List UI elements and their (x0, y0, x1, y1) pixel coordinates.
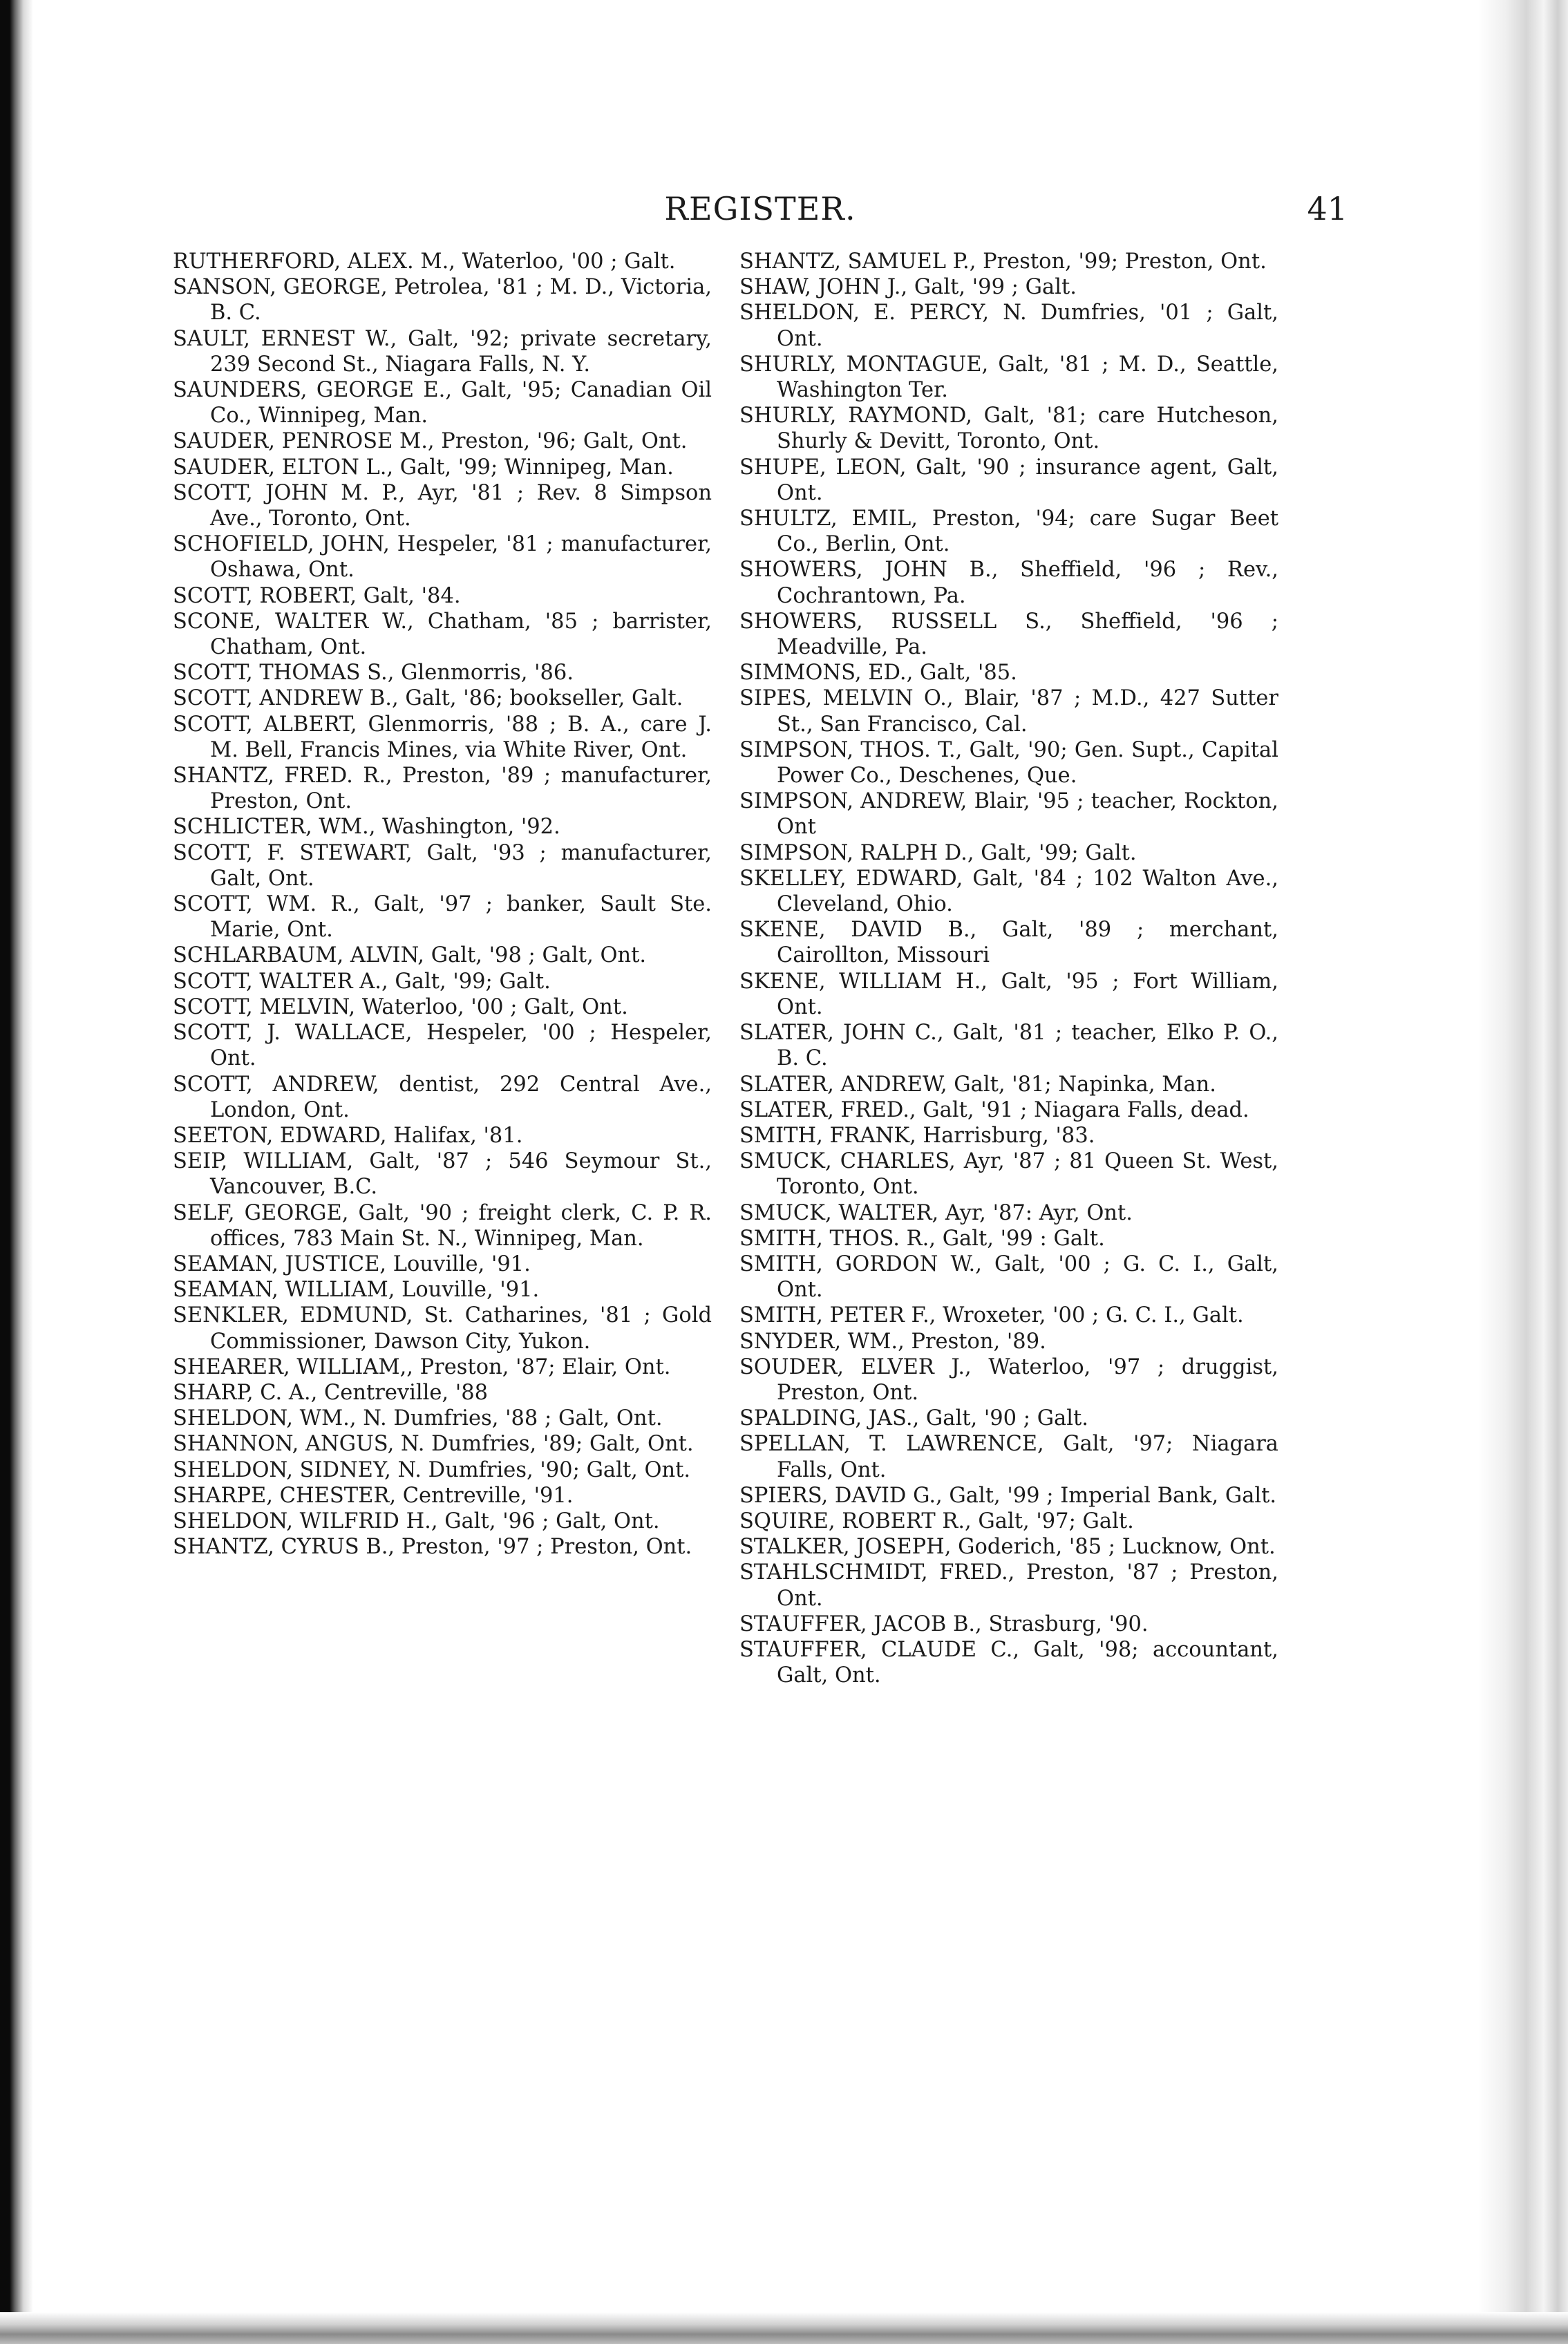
register-entry: RUTHERFORD, ALEX. M., Waterloo, '00 ; Galt. (173, 249, 676, 274)
register-entry: SPALDING, JAS., Galt, '90 ; Galt. (739, 1406, 1088, 1431)
register-entry: SCHLICTER, WM., Washington, '92. (173, 815, 560, 840)
register-entry: SIPES, MELVIN O., Blair, '87 ; M.D., 427 Sutter St., San Francisco, Cal. (739, 686, 1278, 737)
register-entry: SHEARER, WILLIAM,, Preston, '87; Elair, Ont. (173, 1354, 671, 1379)
register-entry: SHOWERS, JOHN B., Sheffield, '96 ; Rev., Cochrantown, Pa. (739, 558, 1278, 608)
register-entry: SCOTT, JOHN M. P., Ayr, '81 ; Rev. 8 Simpson Ave., Toronto, Ont. (173, 480, 712, 531)
register-entry: SKENE, WILLIAM H., Galt, '95 ; Fort William, Ont. (739, 969, 1278, 1019)
register-entry: SMITH, GORDON W., Galt, '00 ; G. C. I., Galt, Ont. (739, 1251, 1278, 1303)
register-page (173, 187, 1348, 2163)
register-entry: SCOTT, J. WALLACE, Hespeler, '00 ; Hespeler, Ont. (173, 1021, 712, 1071)
register-entry: STAUFFER, JACOB B., Strasburg, '90. (739, 1612, 1149, 1636)
register-entry: SHURLY, MONTAGUE, Galt, '81 ; M. D., Seattle, Washington Ter. (739, 352, 1278, 403)
register-entry: SMITH, THOS. R., Galt, '99 : Galt. (739, 1226, 1105, 1251)
register-entry: SEAMAN, WILLIAM, Louville, '91. (173, 1278, 540, 1303)
register-entry: SIMPSON, ANDREW, Blair, '95 ; teacher, Rockton, Ont (739, 789, 1278, 840)
register-entry: STALKER, JOSEPH, Goderich, '85 ; Lucknow, Ont. (739, 1535, 1276, 1560)
register-entry: SKELLEY, EDWARD, Galt, '84 ; 102 Walton Ave., Cleveland, Ohio. (739, 866, 1278, 917)
register-entry: SAULT, ERNEST W., Galt, '92; private secretary, 239 Second St., Niagara Falls, N. Y. (173, 326, 712, 377)
register-entry: SELF, GEORGE, Galt, '90 ; freight clerk, C. P. R. offices, 783 Main St. N., Winnipeg, Man. (173, 1200, 712, 1251)
register-entry: STAHLSCHMIDT, FRED., Preston, '87 ; Preston, Ont. (739, 1560, 1278, 1611)
register-entry: SMUCK, CHARLES, Ayr, '87 ; 81 Queen St. West, Toronto, Ont. (739, 1149, 1278, 1200)
register-entry: SIMMONS, ED., Galt, '85. (739, 661, 1017, 686)
register-entry: SHURLY, RAYMOND, Galt, '81; care Hutcheson, Shurly & Devitt, Toronto, Ont. (739, 404, 1278, 454)
register-entry: SCOTT, ANDREW B., Galt, '86; bookseller, Galt. (173, 686, 683, 711)
register-entry: SCOTT, THOMAS S., Glenmorris, '86. (173, 661, 574, 686)
register-entry: SCOTT, ALBERT, Glenmorris, '88 ; B. A., care J. M. Bell, Francis Mines, via White River, Ont. (173, 712, 712, 762)
register-entry: SPIERS, DAVID G., Galt, '99 ; Imperial Bank, Galt. (739, 1483, 1277, 1508)
register-entry: SIMPSON, THOS. T., Galt, '90; Gen. Supt., Capital Power Co., Deschenes, Que. (739, 737, 1278, 788)
running-head: REGISTER. (664, 190, 856, 227)
left-column (173, 249, 712, 1560)
register-entry: SHELDON, SIDNEY, N. Dumfries, '90; Galt, Ont. (173, 1457, 691, 1482)
register-entry: SHELDON, E. PERCY, N. Dumfries, '01 ; Galt, Ont. (739, 301, 1278, 351)
register-entry: SHOWERS, RUSSELL S., Sheffield, '96 ; Meadville, Pa. (739, 609, 1278, 660)
register-entry: SHAW, JOHN J., Galt, '99 ; Galt. (739, 275, 1077, 300)
register-entry: SHELDON, WILFRID H., Galt, '96 ; Galt, Ont. (173, 1509, 660, 1533)
register-entry: SCOTT, ROBERT, Galt, '84. (173, 583, 461, 608)
register-entry: SHULTZ, EMIL, Preston, '94; care Sugar Beet Co., Berlin, Ont. (739, 507, 1278, 557)
register-entry: SANSON, GEORGE, Petrolea, '81 ; M. D., Victoria, B. C. (173, 275, 712, 325)
page-header (173, 187, 1348, 242)
scan-border-right (1478, 0, 1568, 2344)
register-entry: SMUCK, WALTER, Ayr, '87: Ayr, Ont. (739, 1200, 1133, 1225)
register-entry: SIMPSON, RALPH D., Galt, '99; Galt. (739, 840, 1137, 865)
register-entry: SHANTZ, SAMUEL P., Preston, '99; Preston, Ont. (739, 249, 1267, 274)
register-entry: SAUNDERS, GEORGE E., Galt, '95; Canadian Oil Co., Winnipeg, Man. (173, 378, 712, 428)
register-entry: SAUDER, ELTON L., Galt, '99; Winnipeg, Man. (173, 455, 674, 480)
register-entry: SEETON, EDWARD, Halifax, '81. (173, 1123, 523, 1148)
register-entry: SCHLARBAUM, ALVIN, Galt, '98 ; Galt, Ont. (173, 943, 647, 968)
register-entry: SHANNON, ANGUS, N. Dumfries, '89; Galt, Ont. (173, 1432, 694, 1457)
scan-border-left (0, 0, 33, 2344)
register-entry: SLATER, JOHN C., Galt, '81 ; teacher, Elko P. O., B. C. (739, 1021, 1278, 1071)
register-entry: SNYDER, WM., Preston, '89. (739, 1329, 1046, 1354)
register-entry: SLATER, ANDREW, Galt, '81; Napinka, Man. (739, 1072, 1216, 1097)
register-entry: SHARPE, CHESTER, Centreville, '91. (173, 1483, 574, 1508)
register-entry: SCOTT, ANDREW, dentist, 292 Central Ave., London, Ont. (173, 1072, 712, 1122)
register-entry: SCOTT, F. STEWART, Galt, '93 ; manufacturer, Galt, Ont. (173, 840, 712, 891)
register-entry: SCOTT, WALTER A., Galt, '99; Galt. (173, 969, 551, 994)
register-entry: SHUPE, LEON, Galt, '90 ; insurance agent, Galt, Ont. (739, 455, 1278, 505)
register-entry: SHANTZ, CYRUS B., Preston, '97 ; Preston, Ont. (173, 1535, 692, 1560)
register-entry: SAUDER, PENROSE M., Preston, '96; Galt, Ont. (173, 429, 688, 454)
right-column (739, 249, 1278, 1688)
register-entry: STAUFFER, CLAUDE C., Galt, '98; accountant, Galt, Ont. (739, 1637, 1278, 1688)
register-entry: SEAMAN, JUSTICE, Louville, '91. (173, 1251, 531, 1276)
register-entry: SCOTT, MELVIN, Waterloo, '00 ; Galt, Ont. (173, 994, 628, 1019)
register-entry: SHANTZ, FRED. R., Preston, '89 ; manufacturer, Preston, Ont. (173, 764, 712, 814)
register-entry: SCHOFIELD, JOHN, Hespeler, '81 ; manufacturer, Oshawa, Ont. (173, 532, 712, 583)
register-entry: SKENE, DAVID B., Galt, '89 ; merchant, Cairollton, Missouri (739, 918, 1278, 968)
register-entry: SPELLAN, T. LAWRENCE, Galt, '97; Niagara Falls, Ont. (739, 1432, 1278, 1482)
register-entry: SLATER, FRED., Galt, '91 ; Niagara Falls, dead. (739, 1097, 1249, 1122)
scan-border-bottom (0, 2312, 1568, 2344)
register-entry: SENKLER, EDMUND, St. Catharines, '81 ; Gold Commissioner, Dawson City, Yukon. (173, 1303, 712, 1354)
register-entry: SEIP, WILLIAM, Galt, '87 ; 546 Seymour St., Vancouver, B.C. (173, 1149, 712, 1200)
register-entry: SQUIRE, ROBERT R., Galt, '97; Galt. (739, 1509, 1134, 1533)
register-entry: SMITH, PETER F., Wroxeter, '00 ; G. C. I., Galt. (739, 1303, 1244, 1328)
register-entry: SMITH, FRANK, Harrisburg, '83. (739, 1123, 1095, 1148)
register-entry: SHELDON, WM., N. Dumfries, '88 ; Galt, Ont. (173, 1406, 663, 1431)
register-entry: SHARP, C. A., Centreville, '88 (173, 1380, 489, 1405)
page-number: 41 (1307, 190, 1348, 227)
register-entry: SOUDER, ELVER J., Waterloo, '97 ; druggist, Preston, Ont. (739, 1354, 1278, 1405)
register-entry: SCONE, WALTER W., Chatham, '85 ; barrister, Chatham, Ont. (173, 609, 712, 660)
register-entry: SCOTT, WM. R., Galt, '97 ; banker, Sault Ste. Marie, Ont. (173, 892, 712, 943)
